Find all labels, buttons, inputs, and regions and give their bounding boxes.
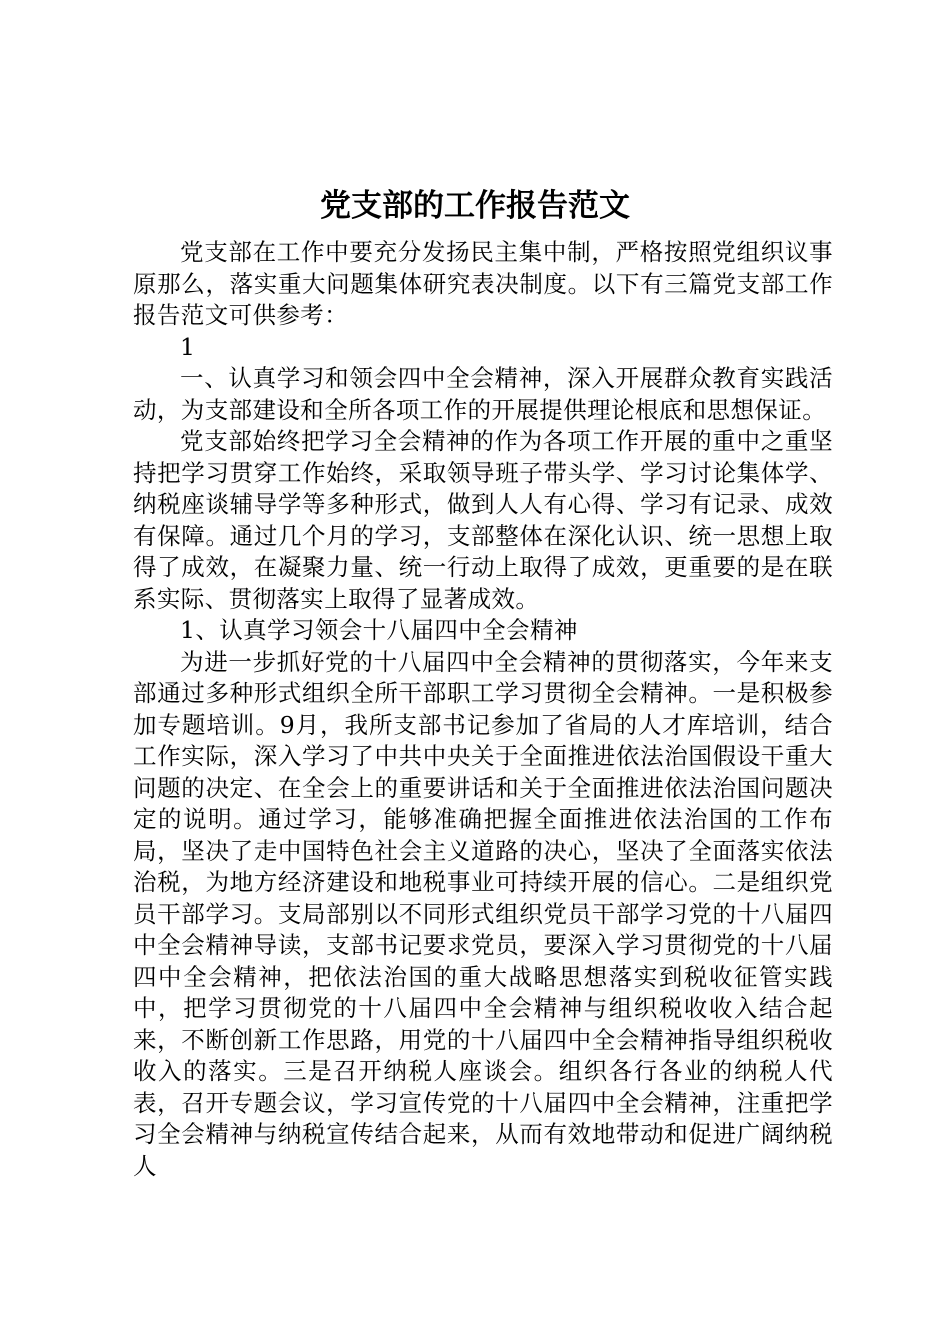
document-title: 党支部的工作报告范文 <box>320 188 630 224</box>
paragraph-heading-one: 一、认真学习和领会四中全会精神，深入开展群众教育实践活动，为支部建设和全所各项工作的开展提供理论根底和思想保证。 <box>133 364 833 424</box>
paragraph-section-number: 1 <box>180 332 196 361</box>
paragraph-body: 为进一步抓好党的十八届四中全会精神的贯彻落实，今年来支部通过多种形式组织全所干部职工学习贯彻全会精神。一是积极参加专题培训。9月，我所支部书记参加了省局的人才库培训，结合工作实际，深入学习了中共中央关于全面推进依法治国假设干重大问题的决定、在全会上的重要讲话和关于全面推进依法治国问题决定的说明。通过学习，能够准确把握全面推进依法治国的工作布局，坚决了走中国特色社会主义道路的决心，坚决了全面落实依法治税，为地方经济建设和地税事业可持续开展的信心。二是组织党员干部学习。支局部别以不同形式组织党员干部学习党的十八届四中全会精神导读，支部书记要求党员，要深入学习贯彻党的十八届四中全会精神，把依法治国的重大战略思想落实到税收征管实践中，把学习贯彻党的十八届四中全会精神与组织税收收入结合起来，不断创新工作思路，用党的十八届四中全会精神指导组织税收收入的落实。三是召开纳税人座谈会。组织各行各业的纳税人代表，召开专题会议，学习宣传党的十八届四中全会精神，注重把学习全会精神与纳税宣传结合起来，从而有效地带动和促进广阔纳税人 <box>133 647 833 1180</box>
paragraph-body: 党支部始终把学习全会精神的作为各项工作开展的重中之重坚持把学习贯穿工作始终，采取领导班子带头学、学习讨论集体学、纳税座谈辅导学等多种形式，做到人人有心得、学习有记录、成效有保障。通过几个月的学习，支部整体在深化认识、统一思想上取得了成效，在凝聚力量、统一行动上取得了成效，更重要的是在联系实际、贯彻落实上取得了显著成效。 <box>133 427 833 613</box>
document-body <box>133 237 833 1182</box>
paragraph-intro: 党支部在工作中要充分发扬民主集中制，严格按照党组织议事原那么，落实重大问题集体研究表决制度。以下有三篇党支部工作报告范文可供参考： <box>133 238 833 329</box>
paragraph-subheading: 1、认真学习领会十八届四中全会精神 <box>180 616 578 644</box>
